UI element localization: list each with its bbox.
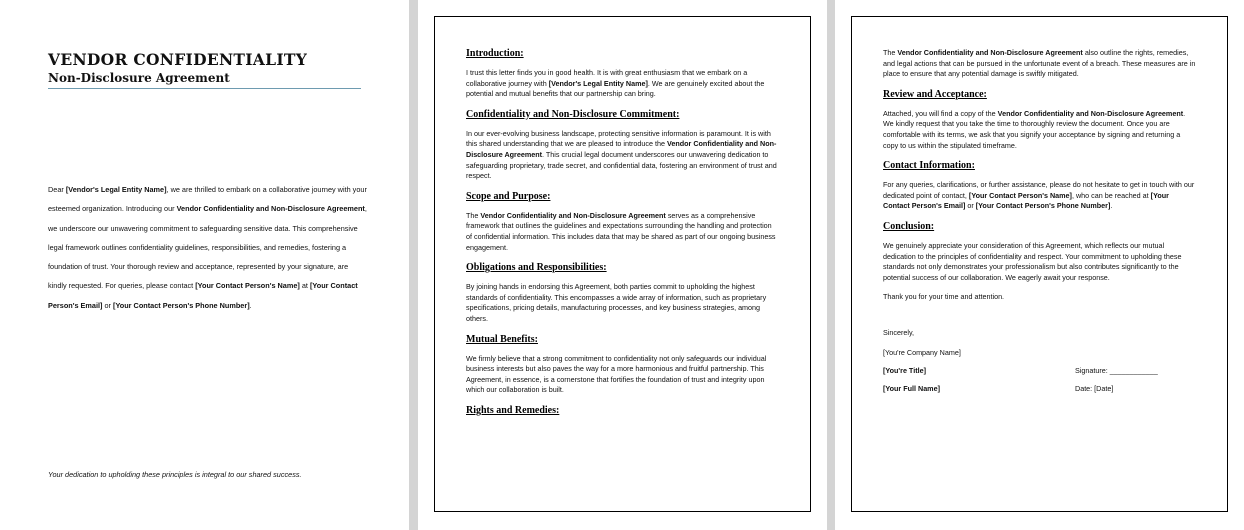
- document-page-3: [835, 0, 1244, 530]
- company-name: [You're Company Name]: [883, 347, 961, 357]
- conclusion-heading: Conclusion:: [883, 220, 935, 232]
- obligations-heading: Obligations and Responsibilities:: [466, 262, 607, 274]
- contact-paragraph: For any queries, clarifications, or further assistance, please do not hesitate to get in touch with our dedicated point of contact, [Your Contact Person's Name], who can be reached at [Your Contact Person's Email] or [Your Contact Person's Phone Number].: [883, 180, 1195, 211]
- signature-line: Signature: ____________: [1075, 365, 1158, 375]
- scope-heading: Scope and Purpose:: [466, 190, 551, 202]
- document-title: VENDOR CONFIDENTIALITY: [48, 50, 308, 69]
- benefits-paragraph: We firmly believe that a strong commitment to confidentiality not only safeguards our individual business interests but also paves the way for a more harmonious and fruitful partnership. This Agreement, in essence, is a cornerstone that fortifies the foundation of trust and integrity upon which our collaboration is built.: [466, 353, 767, 395]
- thanks-line: Thank you for your time and attention.: [883, 292, 1005, 302]
- signer-full-name: [Your Full Name]: [883, 383, 940, 393]
- obligations-paragraph: By joining hands in endorsing this Agreement, both parties commit to upholding the highest standards of confidentiality. This encompasses a wide array of information, such as proprietary specifications, pricing details, manufacturing processes, and key business strategies, among others.: [466, 282, 767, 323]
- document-page-2: [418, 0, 827, 530]
- page-3-content: [883, 48, 1196, 402]
- title-signature-row: [883, 366, 1196, 384]
- name-date-row: [883, 384, 1196, 402]
- benefits-heading: Mutual Benefits:: [466, 333, 538, 345]
- commitment-heading: Confidentiality and Non-Disclosure Commitment:: [466, 108, 680, 120]
- commitment-paragraph: In our ever-evolving business landscape, protecting sensitive information is paramount. It is with this shared understanding that we are pleased to introduce the Vendor Confidentiality and Non-Disclosure Agreement. This crucial legal document underscores our unwavering dedication to safeguarding proprietary, trade secret, and confidential data, fostering an environment of trust and respect.: [466, 128, 777, 181]
- title-divider: [48, 88, 361, 89]
- rights-heading: Rights and Remedies:: [466, 404, 560, 416]
- contact-heading: Contact Information:: [883, 160, 975, 172]
- rights-paragraph: The Vendor Confidentiality and Non-Disclosure Agreement also outline the rights, remedies, and legal actions that can be pursued in the unfortunate event of a breach. These measures are in place to ensure that any potential damage is swiftly mitigated.: [883, 48, 1196, 79]
- page-2-content: [466, 48, 779, 425]
- cover-intro-paragraph: Dear [Vendor's Legal Entity Name], we are thrilled to embark on a collaborative journey with your esteemed organization. Introducing our Vendor Confidentiality and Non-Disclosure Agreement, we underscore our unwavering commitment to safeguarding sensitive data. This comprehensive legal framework outlines confidentiality guidelines, responsibilities, and remedies, fostering a foundation of trust. Your thorough review and acceptance, represented by your signature, are kindly requested. For queries, please contact [Your Contact Person's Name] at [Your Contact Person's Email] or [Your Contact Person's Phone Number].: [48, 185, 367, 310]
- introduction-heading: Introduction:: [466, 48, 524, 59]
- cover-footer-quote: Your dedication to upholding these principles is integral to our shared success.: [48, 470, 302, 479]
- review-paragraph: Attached, you will find a copy of the Vendor Confidentiality and Non-Disclosure Agreement. We kindly request that you take the time to thoroughly review the document. Once you are comfortable with its terms, we ask that you signify your acceptance by signing and returning a copy to us within the stipulated timeframe.: [883, 108, 1186, 150]
- review-heading: Review and Acceptance:: [883, 88, 987, 100]
- introduction-paragraph: I trust this letter finds you in good health. It is with great enthusiasm that we embark on a collaborative journey with [Vendor's Legal Entity Name]. We are genuinely excited about the potential and mutual benefits that our partnership can bring.: [466, 68, 765, 99]
- company-name-row: [883, 348, 1196, 366]
- signer-title: [You're Title]: [883, 365, 926, 375]
- document-subtitle: Non-Disclosure Agreement: [48, 71, 230, 85]
- date-line: Date: [Date]: [1075, 383, 1114, 393]
- scope-paragraph: The Vendor Confidentiality and Non-Disclosure Agreement serves as a comprehensive framework that outlines the guidelines and expectations surrounding the handling and protection of confidential information. This includes data that may be shared as part of our ongoing business engagement.: [466, 210, 776, 252]
- document-page-1: [0, 0, 409, 530]
- sincerely-line: Sincerely,: [883, 327, 915, 337]
- conclusion-paragraph: We genuinely appreciate your consideration of this Agreement, which reflects our mutual dedication to the principles of confidentiality and respect. Your commitment to upholding these standards not only demonstrates your professionalism but also contributes significantly to the potential success of our collaboration. We eagerly await your response.: [883, 240, 1182, 282]
